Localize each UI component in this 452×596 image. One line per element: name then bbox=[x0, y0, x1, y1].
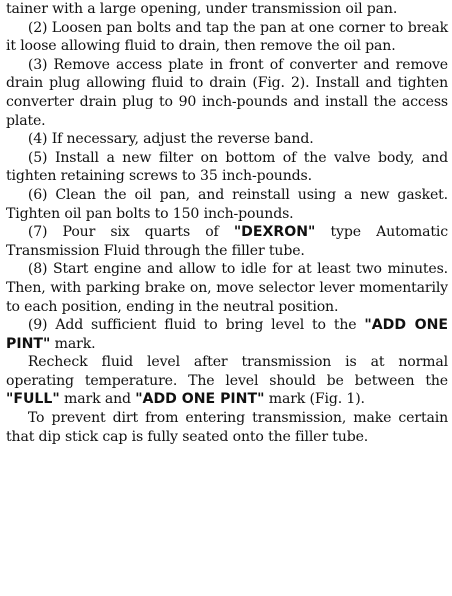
bold-term-full: "FULL" bbox=[6, 391, 60, 408]
text-run: mark (Fig. 1). bbox=[264, 391, 365, 408]
step-4-paragraph bbox=[6, 130, 448, 149]
step-9-paragraph bbox=[6, 316, 448, 353]
text-run: mark and bbox=[59, 391, 136, 408]
text-run: (2) Loosen pan bolts and tap the pan at one corner to break it loose allowing fluid to drain, then remove the oil pan. bbox=[6, 19, 448, 55]
text-run: (8) Start engine and allow to idle for at least two minutes. Then, with parking brake on, move selector lever momentarily to each position, ending in the neutral position. bbox=[6, 261, 448, 315]
text-run: To prevent dirt from entering transmission, make certain that dip stick cap is fully seated onto the filler tube. bbox=[6, 410, 448, 445]
text-run: type Automatic Transmission Fluid through the filler tube. bbox=[6, 224, 449, 259]
recheck-paragraph bbox=[6, 353, 448, 409]
text-run: (3) Remove access plate in front of converter and remove drain plug allowing fluid to drain (Fig. 2). Install and tighten converter drain plug to 90 inch-pounds and install the access plate. bbox=[6, 56, 448, 129]
step-6-paragraph bbox=[6, 186, 448, 223]
text-run: Recheck fluid level after transmission is at normal operating temperature. The level should be between the bbox=[6, 354, 448, 389]
step-3-paragraph bbox=[6, 56, 448, 130]
text-run: (4) If necessary, adjust the reverse band. bbox=[27, 131, 314, 148]
bold-term-add-one-pint: "ADD ONE PINT" bbox=[135, 391, 265, 408]
dirt-prevention-paragraph bbox=[6, 409, 448, 446]
text-run: (7) Pour six quarts of bbox=[27, 224, 234, 241]
text-run: tainer with a large opening, under transmission oil pan. bbox=[6, 1, 398, 17]
bold-term-dexron: "DEXRON" bbox=[233, 224, 316, 241]
step-2-paragraph bbox=[6, 19, 448, 56]
text-run: (5) Install a new filter on bottom of the valve body, and tighten retaining screws to 35 inch-pounds. bbox=[6, 149, 448, 185]
text-run: mark. bbox=[50, 335, 96, 352]
paragraph-continuation bbox=[6, 0, 448, 19]
step-8-paragraph bbox=[6, 260, 448, 316]
step-5-paragraph bbox=[6, 149, 448, 186]
bold-term-add-one-pint: "ADD ONE PINT" bbox=[6, 317, 448, 352]
step-7-paragraph bbox=[6, 223, 448, 260]
text-run: (6) Clean the oil pan, and reinstall using a new gasket. Tighten oil pan bolts to 150 inch-pounds. bbox=[6, 186, 448, 222]
text-run: (9) Add sufficient fluid to bring level to the bbox=[27, 317, 365, 334]
